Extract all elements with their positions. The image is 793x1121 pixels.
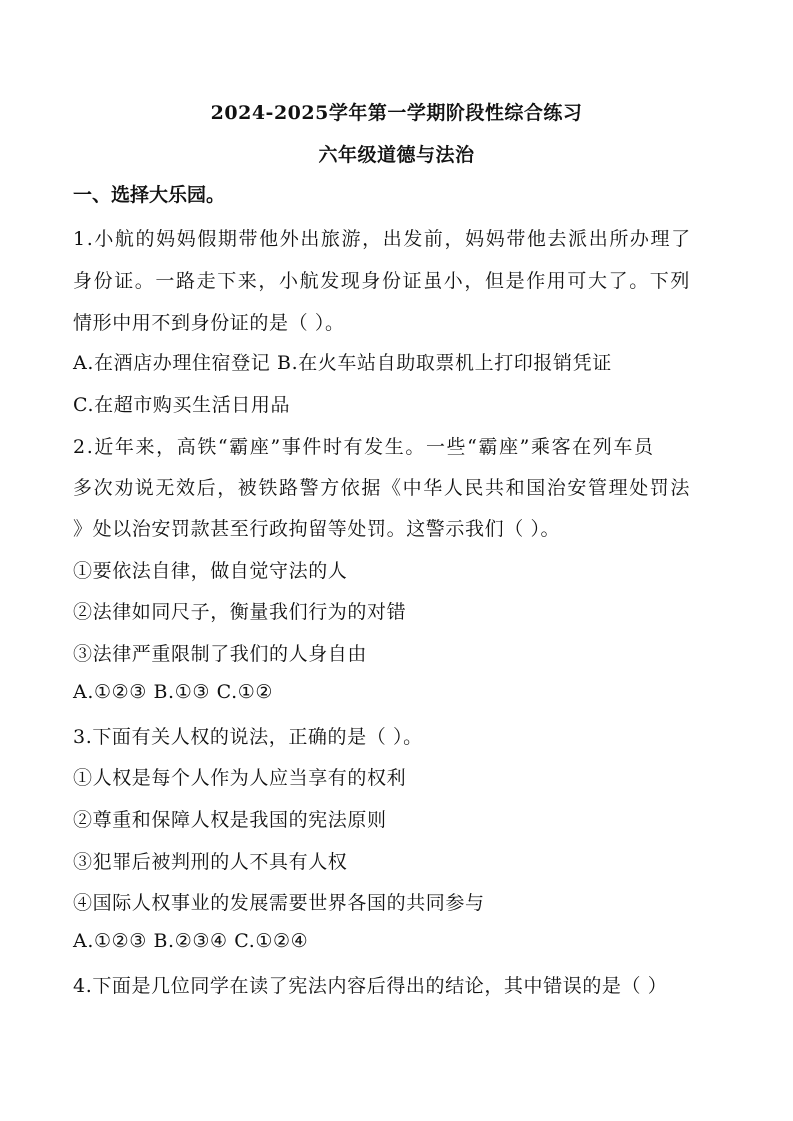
question-3-statement-1: ①人权是每个人作为人应当享有的权利 bbox=[73, 767, 407, 789]
question-2-stem-line-1: 2.近年来，高铁“霸座”事件时有发生。一些“霸座”乘客在列车员 bbox=[73, 436, 655, 458]
question-2-options: A.①②③ B.①③ C.①② bbox=[73, 681, 273, 703]
question-1-stem-line-1: 1.小航的妈妈假期带他外出旅游，出发前，妈妈带他去派出所办理了 bbox=[73, 228, 692, 250]
question-3-statement-3: ③犯罪后被判刑的人不具有人权 bbox=[73, 851, 348, 873]
question-3-stem: 3.下面有关人权的说法，正确的是（ ）。 bbox=[73, 726, 423, 748]
question-3-statement-4: ④国际人权事业的发展需要世界各国的共同参与 bbox=[73, 892, 485, 914]
question-1-options-line-1: A.在酒店办理住宿登记 B.在火车站自助取票机上打印报销凭证 bbox=[73, 352, 612, 374]
question-2-statement-2: ②法律如同尺子，衡量我们行为的对错 bbox=[73, 601, 407, 623]
question-2-stem-line-3: 》处以治安罚款甚至行政拘留等处罚。这警示我们（ ）。 bbox=[73, 518, 561, 540]
question-2-statement-1: ①要依法自律，做自觉守法的人 bbox=[73, 560, 348, 582]
question-1-stem-line-3: 情形中用不到身份证的是（ ）。 bbox=[73, 312, 345, 334]
question-3-options: A.①②③ B.②③④ C.①②④ bbox=[73, 930, 309, 952]
question-4-stem: 4.下面是几位同学在读了宪法内容后得出的结论，其中错误的是（ ） bbox=[73, 975, 668, 997]
exam-subtitle: 六年级道德与法治 bbox=[318, 144, 475, 166]
question-2-stem-line-2: 多次劝说无效后，被铁路警方依据《中华人民共和国治安管理处罚法 bbox=[73, 477, 692, 499]
question-2-statement-3: ③法律严重限制了我们的人身自由 bbox=[73, 643, 368, 665]
question-1-options-line-2: C.在超市购买生活日用品 bbox=[73, 394, 291, 416]
question-1-stem-line-2: 身份证。一路走下来，小航发现身份证虽小，但是作用可大了。下列 bbox=[73, 270, 692, 292]
exam-title: 2024-2025学年第一学期阶段性综合练习 bbox=[210, 102, 583, 124]
section-title: 一、选择大乐园。 bbox=[73, 184, 226, 206]
question-3-statement-2: ②尊重和保障人权是我国的宪法原则 bbox=[73, 809, 387, 831]
